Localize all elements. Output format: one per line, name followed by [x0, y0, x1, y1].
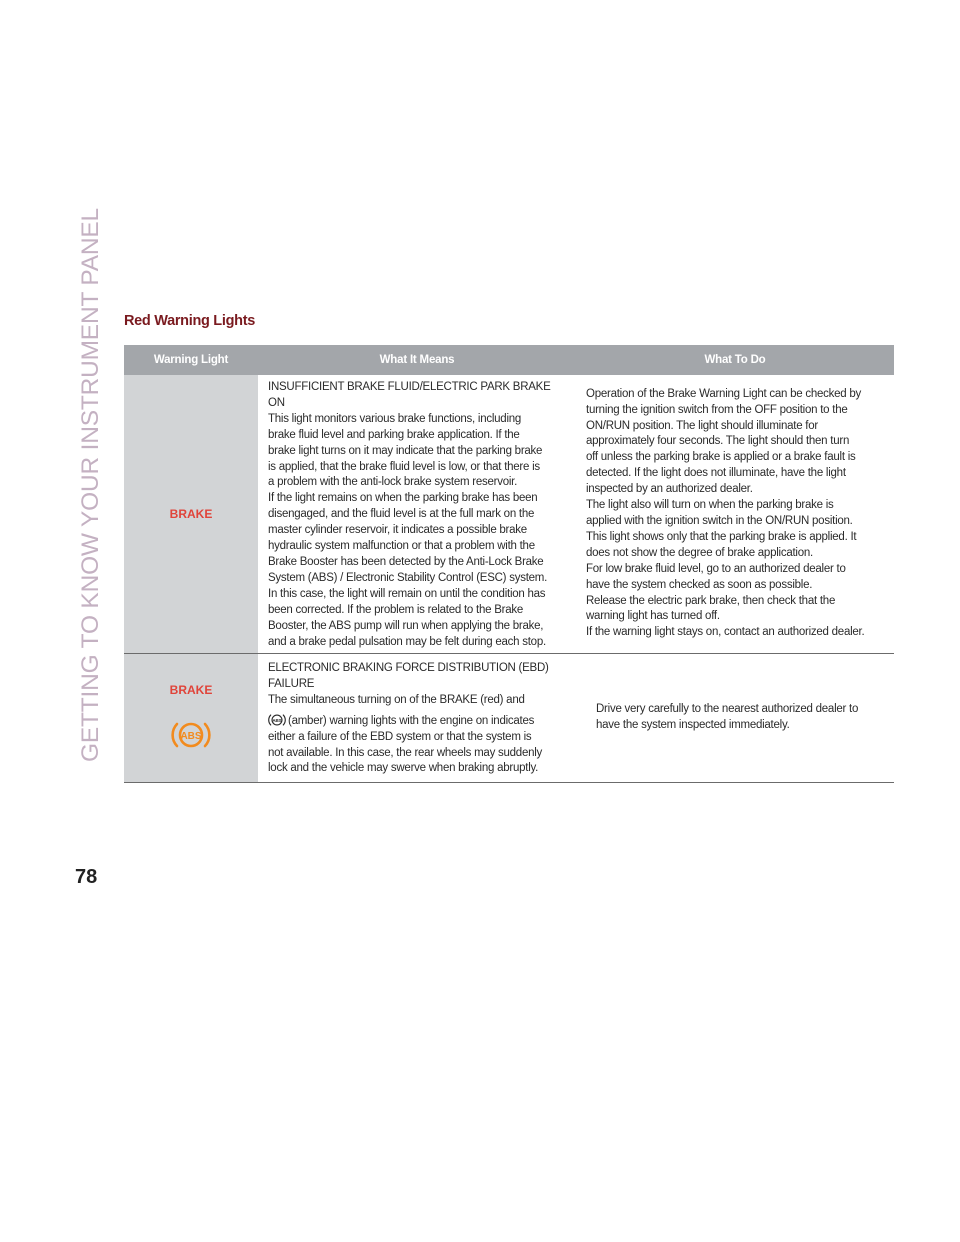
text-line: For low brake fluid level, go to an authorized dealer to [586, 562, 846, 575]
warning-lights-table [124, 345, 894, 783]
abs-inline-icon-label: ABS [272, 717, 282, 723]
text-line: If the light remains on when the parking brake has been [268, 492, 538, 505]
text-line: is applied, that the brake fluid level is low, or that there is [268, 460, 540, 473]
text-line: turning the ignition switch from the OFF position to the [586, 403, 848, 416]
text-line: lock and the vehicle may swerve when braking abruptly. [268, 762, 539, 775]
text-line: brake light turns on it may indicate that the parking brake [268, 444, 543, 457]
what-to-do-cell [576, 654, 894, 782]
page-number: 78 [75, 866, 98, 888]
text-line: INSUFFICIENT BRAKE FLUID/ELECTRIC PARK BRAKE [268, 381, 551, 393]
text-line: applied with the ignition switch in the ON/RUN position. [586, 515, 853, 527]
text-line: hydraulic system malfunction or that a problem with the [268, 540, 535, 553]
what-it-means-cell [258, 654, 576, 782]
text-line: The simultaneous turning on of the BRAKE (red) and [268, 693, 525, 706]
text-line: This light shows only that the parking brake is applied. It [586, 530, 857, 543]
header-what-it-means: What It Means [258, 345, 576, 375]
what-to-do-text [586, 387, 864, 642]
text-line: Operation of the Brake Warning Light can be checked by [586, 387, 862, 400]
text-line: Release the electric park brake, then check that the [586, 594, 836, 607]
side-chapter-title: GETTING TO KNOW YOUR INSTRUMENT PANEL [77, 208, 104, 762]
header-warning-light: Warning Light [124, 345, 258, 375]
text-line: If the warning light stays on, contact an authorized dealer. [586, 626, 865, 639]
text-line: either a failure of the EBD system or that the system is [268, 730, 532, 743]
text-line: In this case, the light will remain on until the condition has [268, 587, 546, 600]
text-line: have the system inspected immediately. [596, 719, 790, 731]
table-row [124, 375, 894, 654]
text-line: detected. If the light does not illuminate, have the light [586, 467, 846, 480]
text-line: Booster, the ABS pump will run when applying the brake, [268, 619, 544, 632]
what-to-do-cell [576, 375, 894, 653]
brake-warning-label: BRAKE [169, 683, 213, 697]
brake-warning-label: BRAKE [169, 507, 213, 521]
text-line: does not show the degree of brake application. [586, 546, 813, 559]
text-line: The light also will turn on when the parking brake is [586, 499, 834, 512]
what-to-do-text [596, 702, 858, 734]
text-line: and a brake pedal pulsation may be felt during each stop. [268, 635, 546, 648]
text-line: FAILURE [268, 677, 315, 690]
section-heading: Red Warning Lights [124, 313, 255, 329]
text-line: (amber) warning lights with the engine on indicates [288, 714, 535, 727]
header-what-to-do: What To Do [576, 345, 894, 375]
text-line: inspected by an authorized dealer. [586, 483, 753, 496]
text-line: off unless the parking brake is applied or a brake fault is [586, 451, 856, 464]
abs-icon-label: ABS [180, 731, 202, 742]
warning-light-cell [124, 375, 258, 653]
what-it-means-cell [258, 375, 576, 653]
text-line: ON [268, 396, 285, 409]
text-line: System (ABS) / Electronic Stability Control (ESC) system. [268, 571, 548, 584]
text-line: approximately four seconds. The light should then turn [586, 435, 850, 448]
text-line: a problem with the anti-lock brake system reservoir. [268, 476, 518, 489]
table-row [124, 654, 894, 783]
text-line: Brake Booster has been detected by the Anti-Lock Brake [268, 555, 544, 568]
text-line: been corrected. If the problem is related to the Brake [268, 603, 523, 616]
text-line: ELECTRONIC BRAKING FORCE DISTRIBUTION (EBD) [268, 662, 549, 674]
text-line: not available. In this case, the rear wheels may suddenly [268, 746, 543, 759]
abs-inline-icon [268, 712, 286, 728]
abs-warning-icon [171, 719, 211, 751]
text-line: have the system checked as soon as possible. [586, 578, 813, 591]
table-header [124, 345, 894, 375]
text-line: master cylinder reservoir, it indicates a possible brake [268, 524, 527, 537]
text-line-with-icon [268, 712, 576, 730]
warning-light-cell [124, 654, 258, 782]
text-line: warning light has turned off. [586, 610, 720, 623]
text-line: ON/RUN position. The light should illuminate for [586, 419, 818, 432]
text-line: Drive very carefully to the nearest authorized dealer to [596, 703, 859, 716]
text-line: disengaged, and the fluid level is at the full mark on the [268, 508, 535, 521]
text-line: This light monitors various brake functions, including [268, 412, 522, 425]
text-line: brake fluid level and parking brake application. If the [268, 428, 520, 441]
